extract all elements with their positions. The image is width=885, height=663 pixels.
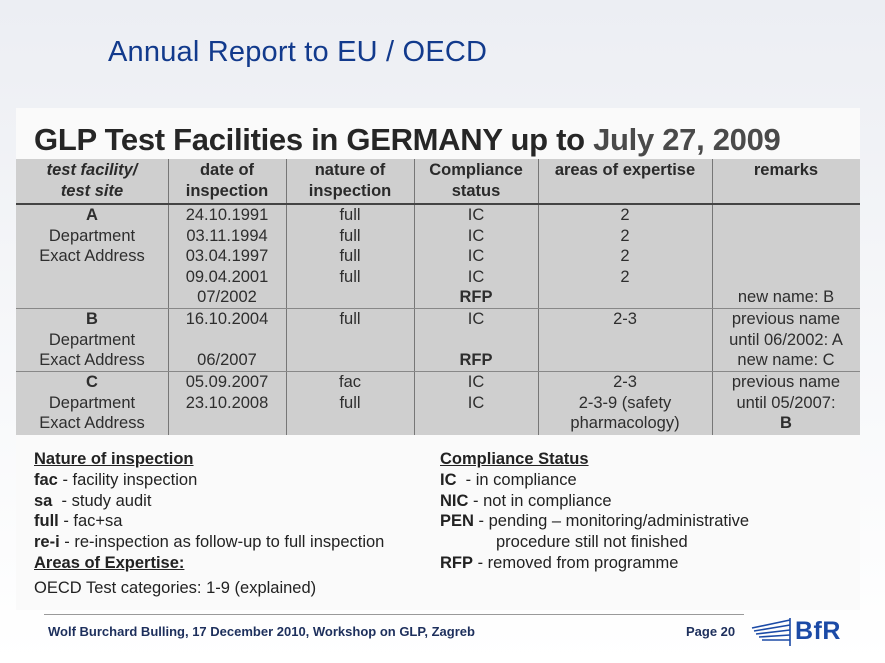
bfr-logo-text: BfR [795,617,841,645]
legend-areas-text: OECD Test categories: 1-9 (explained) [34,578,317,597]
scan-title [34,122,780,158]
legend-nature [34,449,384,599]
scan-title-main: GLP Test Facilities in GERMANY up to [34,122,585,157]
facilities-table [16,159,860,435]
nature-a: full full full full [339,206,361,286]
facility-c: C Department Exact Address [39,373,145,432]
nature-b: full [339,310,361,328]
scanned-table-image [16,108,860,610]
header-nature: nature of inspection [308,161,392,200]
legend-item: fac - facility inspection [34,470,198,489]
legend-item: RFP - removed from programme [440,553,679,572]
header-areas: areas of expertise [554,161,696,179]
facility-b: B Department Exact Address [39,310,145,369]
dates-a: 24.10.1991 03.11.1994 03.04.1997 09.04.2001 07/2002 [185,206,269,306]
dates-b: 16.10.2004 06/2007 [185,310,269,369]
legend-item: sa - study audit [34,491,152,510]
facility-a: A Department Exact Address [39,206,145,265]
status-c: IC IC [467,373,485,412]
header-remarks: remarks [753,161,819,179]
legend-areas-title: Areas of Expertise: [34,553,185,572]
dates-c: 05.09.2007 23.10.2008 [185,373,269,412]
remarks-b: previous name until 06/2002: A new name: C [729,310,843,369]
legend-item: NIC - not in compliance [440,491,612,510]
legend-item: PEN - pending – monitoring/administrative [440,512,750,531]
legend-item: IC - in compliance [440,470,577,489]
scan-title-date: July 27, 2009 [593,122,781,157]
header-facility: test facility/ test site [46,161,138,200]
remarks-a: new name: B [737,288,835,306]
status-b: IC RFP [459,310,493,369]
areas-c: 2-3 2-3-9 (safety pharmacology) [570,373,680,432]
footer-text: Wolf Burchard Bulling, 17 December 2010, Workshop on GLP, Zagreb [48,624,475,639]
legend-nature-title: Nature of inspection [34,450,194,468]
legend-item: full - fac+sa [34,512,123,531]
areas-b: 2-3 [613,310,637,328]
remarks-c: previous name until 05/2007: B [731,373,841,432]
legend-status [440,449,749,574]
nature-c: fac full [338,373,361,412]
legend-item: re-i - re-inspection as follow-up to full inspection [34,533,385,552]
legend-status-title: Compliance Status [440,450,589,468]
header-status: Compliance status [429,161,523,200]
footer-divider [44,614,744,615]
areas-a: 2 2 2 2 [620,206,630,286]
header-date: date of inspection [185,161,269,200]
status-a: IC IC IC IC RFP [459,206,493,306]
legend-item: procedure still not finished [496,533,688,552]
slide-title: Annual Report to EU / OECD [108,36,488,68]
page-number: Page 20 [686,624,736,639]
